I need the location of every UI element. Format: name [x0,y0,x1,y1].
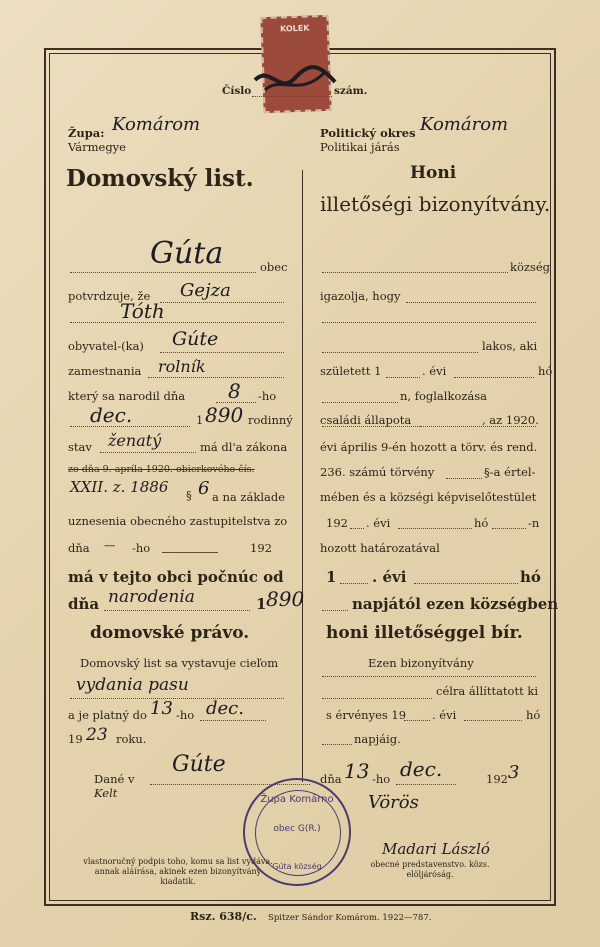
narodil-year: 890 [205,403,244,427]
ervenyes-label: s érvényes 19 [326,708,407,722]
valid-month: dec. [206,698,244,719]
szuletett-day-field [322,402,398,403]
from-year-prefix: 1 [256,595,267,613]
ervenyes-month-field [464,720,522,721]
purpose-field [70,698,284,699]
dane-label: Dané v [94,772,135,786]
dna-ho-label: -ho [132,541,151,555]
igazolja-field [406,302,536,303]
narodil-label: který sa narodil dňa [68,389,186,403]
szuletett-evi-label: . évi [422,364,447,378]
a-ertel-label: §-a értel- [484,465,536,479]
date-dna-label: dňa [320,772,342,786]
ervenyes-year-field [404,720,430,721]
person-last-name: Tóth [120,299,165,323]
seal-top-text: Župa Komárno [260,794,334,805]
zamestnania-field [148,377,284,378]
uznesenia-label: uznesenia obecného zastupitelstva zo [68,514,288,528]
igazolja-label: igazolja, hogy [320,289,401,303]
from-year: 890 [266,587,305,611]
obyvatel-value: Gúte [172,328,219,350]
purpose-field-right-1 [322,676,536,677]
evi-aprilis-label: évi április 9-én hozott a törv. és rend. [320,440,538,454]
szuletett-ho-label: hó [538,364,553,378]
seal-bottom-text: Gúta község [272,862,322,871]
year-prefix-19: 19 [68,732,83,746]
person-first-name: Gejza [180,280,231,301]
predstavenstvo-caption: obecné predstavenstvo. közs. elöljáróság. [370,860,490,879]
obec-label: obec [260,260,288,274]
purpose-field-right-2 [322,698,432,699]
zamestnania-label: zamestnania [68,364,142,378]
stav-label: stav [68,440,92,454]
potvrdzuje-label: potvrdzuje, že [68,289,151,303]
kozseg-label: község [510,260,551,274]
rodinny-label: rodinný [248,413,293,427]
form-number: Rsz. 638/c. [190,910,257,923]
foglalkozasa-label: n, foglalkozása [400,389,488,403]
valid-year: 23 [86,725,108,745]
politicky-okres-value: Komárom [420,114,509,135]
valid-month-field [200,720,266,721]
date-year-label: 192 [486,772,508,786]
purpose-value: vydania pasu [76,675,189,695]
title-honi: Honi [410,163,457,183]
dane-place: Gúte [172,752,226,777]
obyvatel-field [160,352,284,353]
valid-day: 13 [150,698,173,719]
revenue-stamp-text: KOLEK [279,23,310,34]
person-last-field [70,322,284,323]
mayor-signature: Madari László [382,840,490,858]
celra-label: célra állíttatott ki [436,684,539,698]
meben-label: mében és a községi képviselőtestület [320,490,537,504]
szuletett-month-field [454,377,534,378]
narodil-ho-label: -ho [258,389,277,403]
from-month-field-right [414,583,518,584]
from-value: narodenia [108,587,195,607]
official-seal [243,778,351,886]
n2-label: -n [528,516,540,530]
signature-caption: vlastnoručný podpis toho, komu sa list vydáva. annak aláírása, akinek ezen bizonyítvány kiadatik. [83,857,273,886]
line192-label: 192 [326,516,348,530]
cislo-field [252,96,332,97]
narodil-month: dec. [90,403,133,427]
line192-year-field [350,528,364,529]
zamestnania-value: rolník [158,357,206,376]
domovske-pravo-label: domovské právo. [90,623,250,643]
year192-label: 192 [250,541,272,555]
one-label: 1 [326,568,337,586]
na-zaklade-label: a na základe [212,490,286,504]
date-year: 3 [508,762,520,783]
ma-label: má dl'a zákona [200,440,288,454]
line192-month-field [398,528,472,529]
csaladi-label: családi állapota [320,413,412,427]
csaladi-field [420,426,480,427]
title-illetosegi: illetőségi bizonyítvány. [320,192,551,216]
year-prefix-1: 1 [196,413,204,427]
obec-value: Gúta [150,236,224,271]
lakos-label: lakos, aki [482,339,538,353]
name-field [322,322,536,323]
narodil-day: 8 [228,379,241,403]
az1920-label: , az 1920. [482,413,539,427]
ma-v-tejto-label: má v tejto obci počnúc od [68,568,284,586]
honi-illetoseg-label: honi illetőséggel bír. [326,623,523,643]
dna2-label: dňa [68,595,100,613]
hozott-label: hozott határozatával [320,541,440,555]
szamu-label: 236. számú törvény [320,465,435,479]
roku-label: roku. [116,732,147,746]
notary-signature: Vörös [368,792,419,813]
obyvatel-label: obyvatel-(ka) [68,339,144,353]
napjatol-label: napjától ezen községben [352,595,559,613]
seal-middle-text: obec G(R.) [273,824,321,834]
from-year-field-right [340,583,368,584]
cislo-label: Číslo [222,85,252,97]
from-day-field-right [322,610,348,611]
evi4-label: . évi [432,708,457,722]
ho3-label: hó [520,568,541,586]
ho2-label: hó [474,516,489,530]
title-domovsky-list: Domovský list. [66,165,254,192]
date-month: dec. [400,757,443,781]
date-ho-label: -ho [372,772,391,786]
zupa-label: Župa: [68,126,105,140]
stav-value: ženatý [108,431,162,450]
evi3-label: . évi [372,568,407,586]
kelt-label: Kelt [94,786,118,800]
dna-month-field [162,552,218,553]
evi2-label: . évi [366,516,391,530]
szuletett-year-field [386,377,420,378]
paragraph-value: 6 [198,478,210,499]
lakos-field [322,352,478,353]
varmegye-label: Vármegye [68,140,126,154]
date-day: 13 [344,759,370,783]
napjaig-label: napjáig. [354,732,401,746]
politikai-jaras-label: Politikai járás [320,140,400,154]
szam-label: szám. [334,85,368,97]
dna-label: dňa [68,541,90,555]
person-first-field [160,302,284,303]
dna-dash: — [104,538,116,552]
obec-field [70,272,256,273]
from-field [104,610,250,611]
stav-field [100,452,196,453]
ezen-label: Ezen bizonyítvány [368,656,474,670]
vystavuje-label: Domovský list sa vystavuje cieľom [80,656,279,670]
law-reference: XXII. z. 1886 [70,478,169,496]
paragraph-label: § [186,488,192,502]
column-divider [302,170,303,782]
szuletett-label: született 1 [320,364,382,378]
struck-line: zo dňa 9. apríla 1920. obierkového čís. [68,464,255,475]
politicky-okres-label: Politický okres [320,126,416,140]
platny-label: a je platný do [68,708,147,722]
line192-day-field [492,528,526,529]
stamp-cancellation-mark [250,60,340,100]
ho4-label: hó [526,708,541,722]
valid-ho-label: -ho [176,708,195,722]
paragraph-field [446,478,482,479]
ervenyes-day-field [322,744,352,745]
kozseg-field [322,272,508,273]
zupa-value: Komárom [112,114,201,135]
date-month-field [396,784,456,785]
printer-credit: Spitzer Sándor Komárom. 1922—787. [268,913,432,923]
